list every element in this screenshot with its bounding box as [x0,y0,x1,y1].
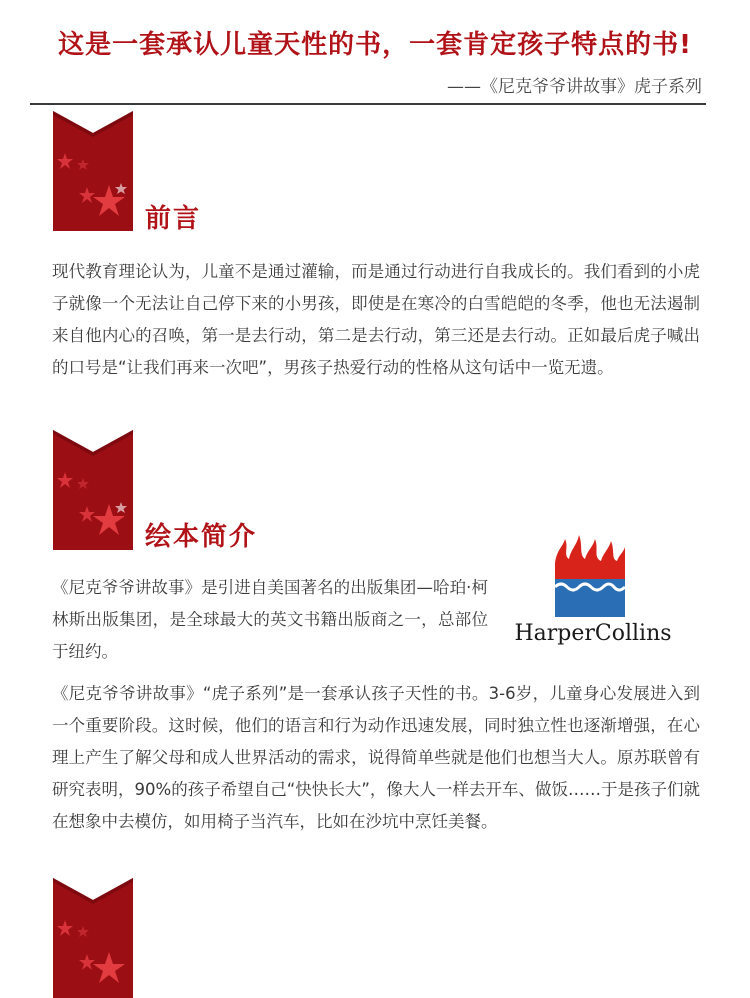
section-title-preface: 前言 [145,204,202,234]
section-ribbon-icon [53,111,133,231]
page-headline: 这是一套承认儿童天性的书，一套肯定孩子特点的书! [58,30,692,60]
series-byline: ——《尼克爷爷讲故事》虎子系列 [447,77,702,97]
intro-paragraph-publisher: 《尼克爷爷讲故事》是引进自美国著名的出版集团—哈珀·柯林斯出版集团，是全球最大的英文书籍出版商之一，总部位于纽约。 [52,578,488,661]
preface-paragraph: 现代教育理论认为，儿童不是通过灌输，而是通过行动进行自我成长的。我们看到的小虎子就像一个无法让自己停下来的小男孩，即使是在寒冷的白雪皑皑的冬季，他也无法遏制来自他内心的召唤，第一是去行动，第二是去行动，第三还是去行动。正如最后虎子喊出的口号是“让我们再来一次吧”，男孩子热爱行动的性格从这句话中一览无遗。 [52,262,700,377]
section-title-intro: 绘本简介 [145,522,258,552]
harpercollins-wordmark: HarperCollins [514,621,672,646]
fire-and-water-icon [513,533,673,621]
section-ribbon-icon [53,430,133,550]
intro-paragraph-series: 《尼克爷爷讲故事》“虎子系列”是一套承认孩子天性的书。3-6岁，儿童身心发展进入到一个重要阶段。这时候，他们的语言和行为动作迅速发展，同时独立性也逐渐增强，在心理上产生了解父母和成人世界活动的需求，说得简单些就是他们也想当大人。原苏联曾有研究表明，90%的孩子希望自己“快快长大”，像大人一样去开车、做饭……于是孩子们就在想象中去模仿，如用椅子当汽车，比如在沙坑中烹饪美餐。 [52,684,700,831]
harpercollins-logo [513,533,673,651]
header-divider [30,103,706,105]
section-ribbon-icon [53,878,133,998]
